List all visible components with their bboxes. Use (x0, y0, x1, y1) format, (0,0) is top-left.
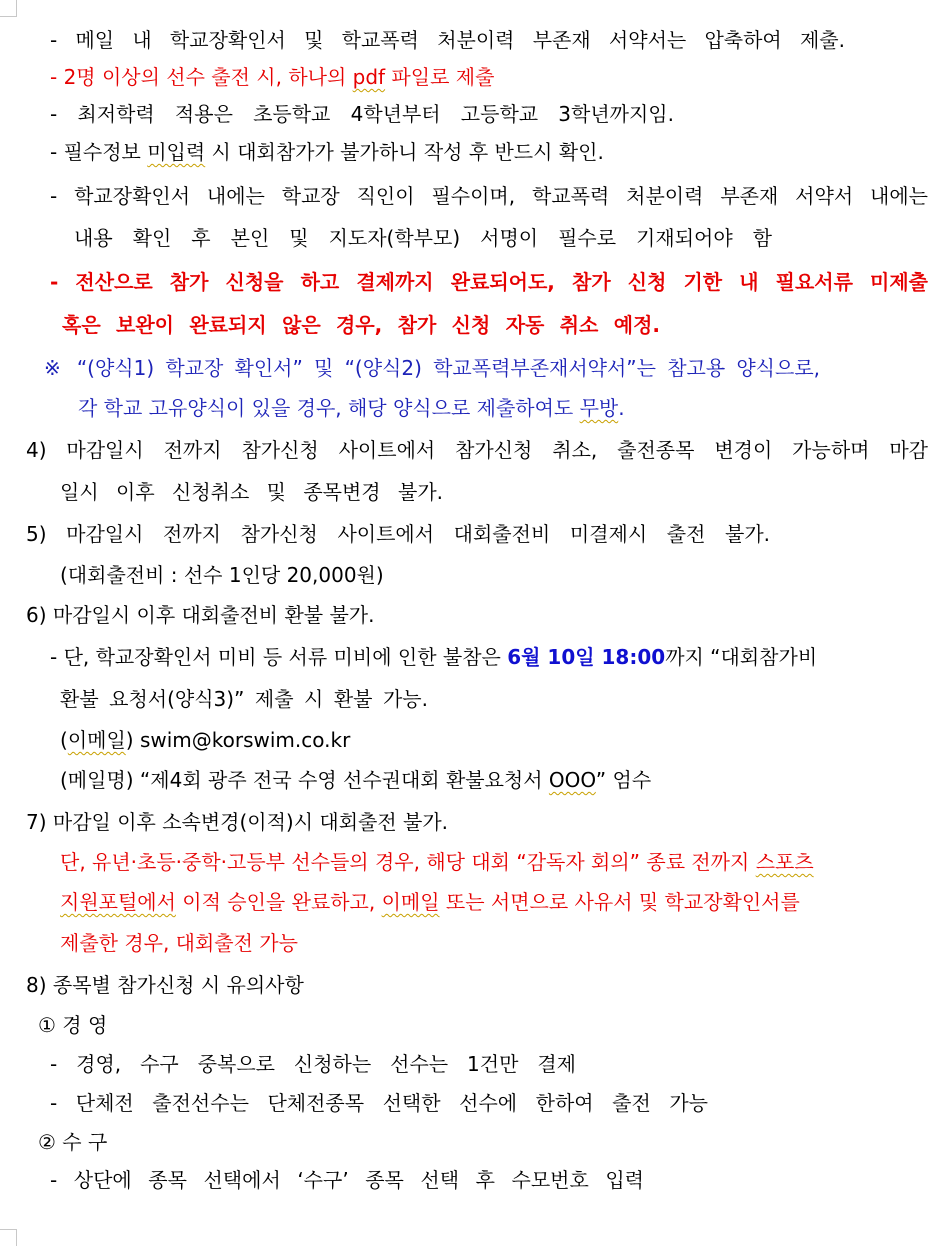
note-line-red: - 2명 이상의 선수 출전 시, 하나의 pdf 파일로 제출 (50, 65, 495, 89)
reference-note-continued: 각 학교 고유양식이 있을 경우, 해당 양식으로 제출하여도 무방. (78, 396, 625, 420)
subsection-competitive-swimming: ① 경 영 (38, 1013, 108, 1037)
reference-note: ※ “(양식1) 학교장 확인서” 및 “(양식2) 학교폭력부존재서약서”는 참고용 양식으로, (44, 356, 820, 380)
subsection-note: - 단체전 출전선수는 단체전종목 선택한 선수에 한하여 출전 가능 (50, 1091, 708, 1115)
item-5: 5) 마감일시 전까지 참가신청 사이트에서 대회출전비 미결제시 출전 불가. (26, 522, 770, 546)
item-7-exception-end: 제출한 경우, 대회출전 가능 (60, 931, 298, 955)
item-7-exception: 단, 유년·초등·중학·고등부 선수들의 경우, 해당 대회 “감독자 회의” 종료 전까지 스포츠 (60, 850, 814, 874)
item-4: 4) 마감일시 전까지 참가신청 사이트에서 참가신청 취소, 출전종목 변경이 가능하며 마감 (26, 438, 928, 462)
note-line: - 필수정보 미입력 시 대회참가가 불가하니 작성 후 반드시 확인. (50, 140, 604, 164)
subsection-water-polo: ② 수 구 (38, 1130, 108, 1154)
page-corner-mark (0, 1229, 17, 1246)
item-7: 7) 마감일 이후 소속변경(이적)시 대회출전 불가. (26, 810, 449, 834)
note-line: - 학교장확인서 내에는 학교장 직인이 필수이며, 학교폭력 처분이력 부존재 서약서 내에는 (50, 184, 928, 208)
refund-mail-subject: (메일명) “제4회 광주 전국 수영 선수권대회 환불요청서 OOO” 엄수 (60, 768, 652, 792)
note-line-continued: 내용 확인 후 본인 및 지도자(학부모) 서명이 필수로 기재되어야 함 (74, 226, 772, 250)
warning-line-continued: 혹은 보완이 완료되지 않은 경우, 참가 신청 자동 취소 예정. (62, 313, 660, 337)
item-6-detail-continued: 환불 요청서(양식3)” 제출 시 환불 가능. (60, 687, 428, 711)
item-8: 8) 종목별 참가신청 시 유의사항 (26, 973, 304, 997)
refund-email: (이메일) swim@korswim.co.kr (60, 728, 351, 752)
item-5-fee: (대회출전비 : 선수 1인당 20,000원) (60, 563, 384, 587)
warning-line: - 전산으로 참가 신청을 하고 결제까지 완료되어도, 참가 신청 기한 내 필요서류 미제출 (50, 270, 928, 294)
subsection-note: - 경영, 수구 중복으로 신청하는 선수는 1건만 결제 (50, 1052, 576, 1076)
item-6-detail: - 단, 학교장확인서 미비 등 서류 미비에 인한 불참은 6월 10일 18:00까지 “대회참가비 (50, 645, 818, 669)
item-6: 6) 마감일시 이후 대회출전비 환불 불가. (26, 603, 375, 627)
note-line: - 최저학력 적용은 초등학교 4학년부터 고등학교 3학년까지임. (50, 102, 674, 126)
item-7-exception-continued: 지원포털에서 이적 승인을 완료하고, 이메일 또는 서면으로 사유서 및 학교장확인서를 (60, 890, 800, 914)
item-4-continued: 일시 이후 신청취소 및 종목변경 불가. (60, 480, 443, 504)
note-line: - 메일 내 학교장확인서 및 학교폭력 처분이력 부존재 서약서는 압축하여 제출. (50, 28, 845, 52)
page-corner-mark (0, 0, 17, 17)
subsection-note: - 상단에 종목 선택에서 ‘수구’ 종목 선택 후 수모번호 입력 (50, 1168, 644, 1192)
